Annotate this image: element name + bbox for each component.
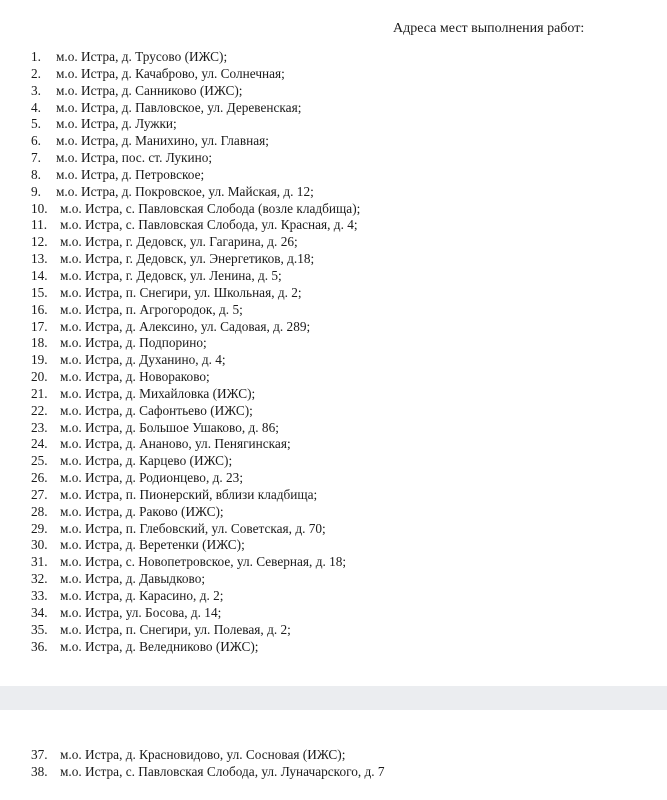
page-separator [0, 686, 667, 710]
document-page-2 [0, 710, 667, 800]
list-item-number: 13. [31, 251, 48, 267]
list-item-number: 28. [31, 503, 48, 519]
list-item-address: м.о. Истра, д. Карасино, д. 2; [60, 588, 224, 603]
list-item-number: 32. [31, 571, 48, 587]
list-item-number: 9. [31, 183, 41, 199]
list-item-number: 25. [31, 453, 48, 469]
document-title: Адреса мест выполнения работ: [393, 21, 585, 36]
list-item-number: 4. [31, 99, 41, 115]
list-item-address: м.о. Истра, д. Веледниково (ИЖС); [60, 638, 259, 654]
list-item-number: 2. [31, 65, 41, 81]
list-item-number: 38. [31, 763, 48, 779]
list-item-address: м.о. Истра, д. Манихино, ул. Главная; [56, 133, 269, 149]
list-item-number: 15. [31, 284, 48, 300]
list-item-address: м.о. Истра, д. Давыдково; [60, 571, 206, 587]
list-item-number: 30. [31, 537, 48, 553]
list-item-number: 10. [31, 200, 48, 216]
list-item-address: м.о. Истра, д. Новораково; [60, 369, 210, 385]
list-item-number: 24. [31, 436, 48, 452]
list-item-number: 16. [31, 301, 48, 317]
list-item-address: м.о. Истра, д. Петровское; [56, 166, 205, 182]
list-item-address: м.о. Истра, с. Новопетровское, ул. Северная, д. 18; [60, 554, 347, 570]
list-item-address: м.о. Истра, д. Родионцево, д. 23; [60, 470, 244, 486]
list-item-address: м.о. Истра, с. Павловская Слобода, ул. Красная, д. 4; [60, 217, 358, 233]
list-item-number: 33. [31, 588, 48, 603]
list-item-number: 22. [31, 402, 48, 418]
list-item-address: м.о. Истра, п. Снегири, ул. Полевая, д. 2; [60, 621, 291, 637]
list-item-address: м.о. Истра, д. Подпорино; [60, 335, 207, 351]
list-item-number: 27. [31, 486, 48, 502]
list-item-number: 35. [31, 621, 48, 637]
list-item-address: м.о. Истра, д. Сафонтьево (ИЖС); [60, 402, 253, 418]
list-item-address: м.о. Истра, п. Пионерский, вблизи кладбища; [60, 486, 318, 502]
list-item-number: 1. [31, 49, 41, 64]
list-item-number: 29. [31, 520, 48, 536]
list-item-address: м.о. Истра, д. Духанино, д. 4; [60, 352, 226, 368]
list-item-number: 26. [31, 470, 48, 486]
list-item-address: м.о. Истра, с. Павловская Слобода (возле кладбища); [60, 200, 361, 216]
list-item-address: м.о. Истра, д. Покровское, ул. Майская, д. 12; [56, 183, 314, 199]
list-item-address: м.о. Истра, г. Дедовск, ул. Гагарина, д. 26; [60, 234, 298, 250]
list-item-address: м.о. Истра, г. Дедовск, ул. Ленина, д. 5; [60, 267, 282, 283]
list-item-number: 17. [31, 318, 48, 334]
list-item-address: м.о. Истра, д. Большое Ушаково, д. 86; [60, 419, 279, 435]
list-item-number: 37. [31, 747, 48, 762]
list-item-address: м.о. Истра, п. Снегири, ул. Школьная, д. 2; [60, 284, 302, 300]
list-item-number: 3. [31, 82, 41, 98]
list-item-number: 20. [31, 369, 48, 385]
list-item-number: 21. [31, 385, 48, 401]
list-item-address: м.о. Истра, п. Агрогородок, д. 5; [60, 301, 243, 317]
list-item-number: 11. [31, 217, 48, 233]
list-item-number: 18. [31, 335, 48, 351]
list-item-number: 7. [31, 150, 41, 166]
list-item-number: 6. [31, 133, 41, 149]
list-item-number: 31. [31, 554, 48, 570]
list-item-address: м.о. Истра, пос. ст. Лукино; [56, 150, 213, 166]
list-item-number: 19. [31, 352, 48, 368]
list-item-address: м.о. Истра, д. Карцево (ИЖС); [60, 453, 233, 469]
list-item-number: 36. [31, 638, 48, 654]
list-item-address: м.о. Истра, д. Раково (ИЖС); [60, 503, 224, 519]
list-item-number: 5. [31, 116, 41, 132]
list-item-number: 23. [31, 419, 48, 435]
list-item-number: 8. [31, 166, 41, 182]
list-item-address: м.о. Истра, д. Лужки; [56, 116, 177, 132]
list-item-address: м.о. Истра, г. Дедовск, ул. Энергетиков, д.18; [60, 251, 315, 267]
list-item-address: м.о. Истра, д. Качаброво, ул. Солнечная; [56, 65, 285, 81]
list-item-address: м.о. Истра, д. Веретенки (ИЖС); [60, 537, 245, 553]
list-item-address: м.о. Истра, д. Михайловка (ИЖС); [60, 385, 256, 401]
list-item-address: м.о. Истра, д. Санниково (ИЖС); [56, 82, 243, 98]
list-item-address: м.о. Истра, д. Ананово, ул. Пенягинская; [60, 436, 291, 452]
list-item-address: м.о. Истра, д. Павловское, ул. Деревенская; [56, 99, 302, 115]
list-item-address: м.о. Истра, п. Глебовский, ул. Советская, д. 70; [60, 520, 326, 536]
list-item-address: м.о. Истра, ул. Босова, д. 14; [60, 604, 222, 620]
list-item-number: 12. [31, 234, 48, 250]
list-item-number: 14. [31, 267, 48, 283]
list-item-address: м.о. Истра, д. Трусово (ИЖС); [56, 49, 228, 64]
list-item-number: 34. [31, 604, 48, 620]
list-item-address: м.о. Истра, с. Павловская Слобода, ул. Луначарского, д. 7 [60, 763, 385, 779]
list-item-address: м.о. Истра, д. Алексино, ул. Садовая, д. 289; [60, 318, 311, 334]
list-item-address: м.о. Истра, д. Красновидово, ул. Сосновая (ИЖС); [60, 747, 346, 762]
